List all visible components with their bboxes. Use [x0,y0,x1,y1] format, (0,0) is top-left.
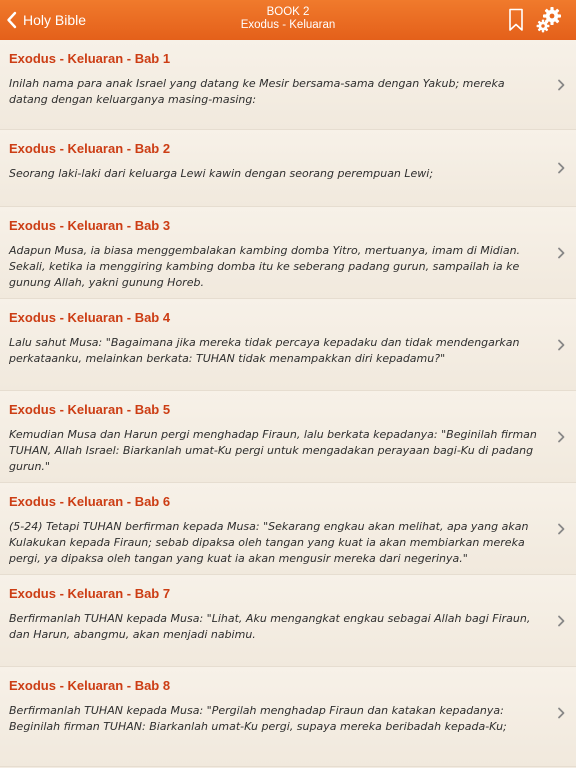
chapter-row[interactable] [0,667,576,767]
chapter-row[interactable] [0,391,576,483]
chevron-right-icon [556,431,566,443]
chapter-title: Exodus - Keluaran - Bab 7 [9,586,171,601]
chevron-right-icon [556,79,566,91]
chevron-right-icon [556,247,566,259]
book-name: Exodus - Keluaran [240,19,336,31]
chapter-title: Exodus - Keluaran - Bab 8 [9,678,171,693]
gear-icon[interactable] [535,6,563,34]
chevron-right-icon [556,615,566,627]
bookmark-icon[interactable] [508,8,524,32]
chevron-right-icon [556,162,566,174]
chapter-preview: Adapun Musa, ia biasa menggembalakan kambing domba Yitro, mertuanya, imam di Midian. Sekali, ketika ia menggiring kambing domba itu ke seberang padang gurun, sampailah ia ke gunung Allah, yakni gunung Horeb. [9,244,521,289]
chapter-preview: Berfirmanlah TUHAN kepada Musa: "Lihat, Aku mengangkat engkau sebagai Allah bagi Firaun, dan Harun, abangmu, akan menjadi nabimu. [9,612,531,641]
chapter-row[interactable] [0,575,576,667]
navigation-bar [0,0,576,40]
chapter-preview: Inilah nama para anak Israel yang datang ke Mesir bersama-sama dengan Yakub; mereka datang dengan keluarganya masing-masing: [9,77,505,106]
chapter-row[interactable] [0,207,576,299]
chapter-preview: (5-24) Tetapi TUHAN berfirman kepada Musa: "Sekarang engkau akan melihat, apa yang akan Kulakukan kepada Firaun; sebab dipaksa oleh tangan yang kuat ia akan membiarkan mereka pergi, ya dipaksa oleh tangan yang kuat ia akan mengusir mereka dari negerinya." [9,520,529,565]
chevron-right-icon [556,707,566,719]
back-button[interactable] [6,0,86,40]
chapter-row[interactable] [0,130,576,207]
chevron-left-icon [6,11,17,29]
chapter-title: Exodus - Keluaran - Bab 5 [9,402,171,417]
chapter-list [0,40,576,767]
chapter-title: Exodus - Keluaran - Bab 6 [9,494,171,509]
chapter-row[interactable] [0,483,576,575]
chapter-preview: Lalu sahut Musa: "Bagaimana jika mereka tidak percaya kepadaku dan tidak mendengarkan perkataanku, melainkan berkata: TUHAN tidak menampakkan diri kepadamu?" [9,336,520,365]
chapter-title: Exodus - Keluaran - Bab 4 [9,310,171,325]
chapter-row[interactable] [0,40,576,130]
back-button-label: Holy Bible [23,12,87,28]
page-title [160,6,416,32]
chapter-title: Exodus - Keluaran - Bab 3 [9,218,171,233]
book-number: BOOK 2 [266,6,310,18]
chapter-preview: Seorang laki-laki dari keluarga Lewi kawin dengan seorang perempuan Lewi; [9,167,434,180]
chevron-right-icon [556,339,566,351]
chapter-preview: Berfirmanlah TUHAN kepada Musa: "Pergilah menghadap Firaun dan katakan kepadanya: Beginilah firman TUHAN: Biarkanlah umat-Ku pergi, supaya mereka beribadah kepada-Ku; [9,704,507,733]
chapter-preview: Kemudian Musa dan Harun pergi menghadap Firaun, lalu berkata kepadanya: "Beginilah firman TUHAN, Allah Israel: Biarkanlah umat-Ku pergi untuk mengadakan perayaan bagi-Ku di padang gurun." [9,428,537,473]
chapter-row[interactable] [0,299,576,391]
chevron-right-icon [556,523,566,535]
chapter-title: Exodus - Keluaran - Bab 2 [9,141,171,156]
chapter-title: Exodus - Keluaran - Bab 1 [9,51,171,66]
